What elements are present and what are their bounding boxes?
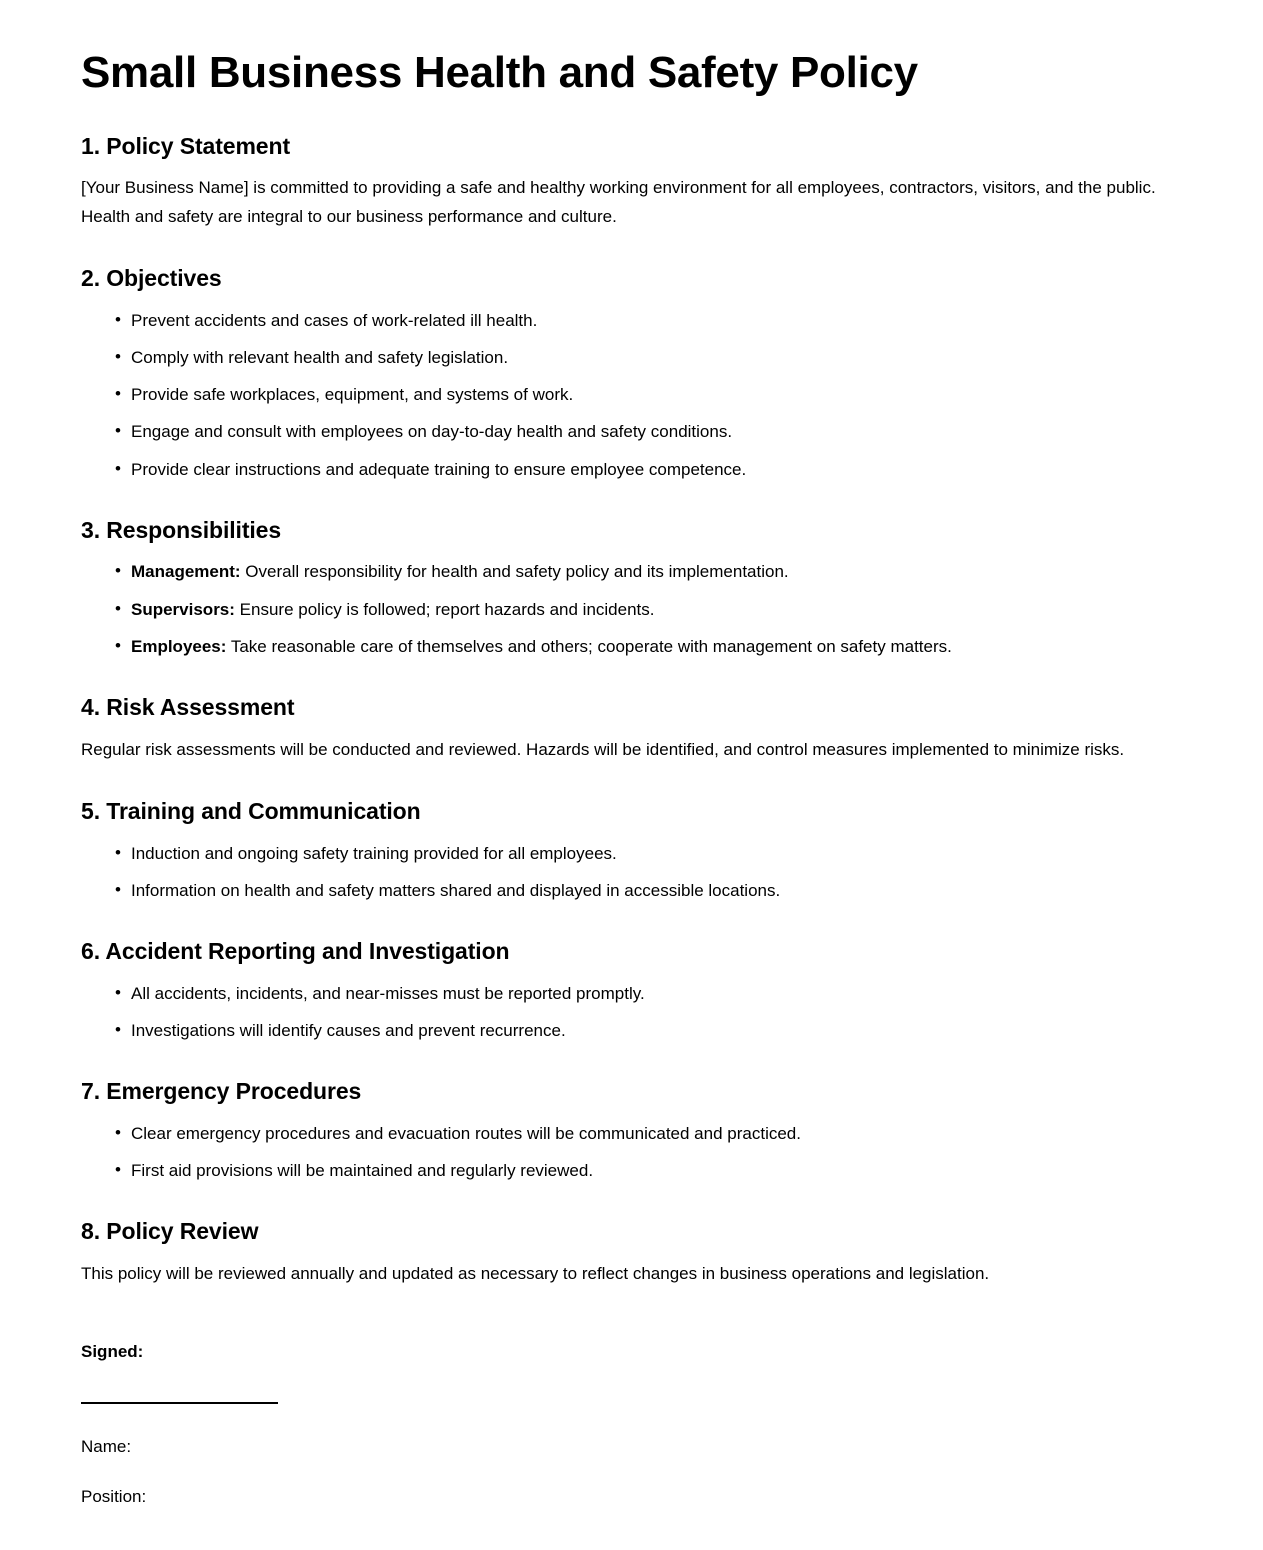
training-list [81,840,1181,904]
list-item: • Induction and ongoing safety training provided for all employees. [115,840,1181,867]
section-heading: 7. Emergency Procedures [81,1078,362,1105]
section-training-and-communication [81,798,1181,904]
signature-line [81,1402,278,1404]
section-heading: 2. Objectives [81,265,222,292]
emergency-procedures-list [81,1120,1181,1184]
list-item [115,633,1181,660]
signature-block [81,1338,1181,1510]
list-item: • Provide clear instructions and adequate training to ensure employee competence. [115,456,1181,483]
page-title: Small Business Health and Safety Policy [81,48,918,97]
list-item: • Engage and consult with employees on day-to-day health and safety conditions. [115,418,1181,445]
section-heading: 1. Policy Statement [81,132,291,159]
signed-label: Signed: [81,1342,144,1362]
section-paragraph: Regular risk assessments will be conducted and reviewed. Hazards will be identified, and control measures implemented to minimize risks. [81,739,1125,759]
section-policy-review [81,1218,1181,1288]
list-item-text: Ensure policy is followed; report hazards and incidents. [234,599,655,619]
list-item-text: Overall responsibility for health and safety policy and its implementation. [240,562,789,582]
section-paragraph: This policy will be reviewed annually and updated as necessary to reflect changes in business operations and legislation. [81,1263,990,1283]
list-item: • First aid provisions will be maintained and regularly reviewed. [115,1157,1181,1184]
list-item: • Information on health and safety matters shared and displayed in accessible locations. [115,877,1181,904]
position-field-label: Position: [81,1486,147,1506]
section-emergency-procedures [81,1078,1181,1184]
section-heading: 3. Responsibilities [81,516,282,543]
list-item-lead-in: Employees: [131,636,227,656]
section-objectives [81,265,1181,483]
list-item [115,596,1181,623]
section-heading: 8. Policy Review [81,1218,259,1245]
list-item-lead-in: Supervisors: [131,599,235,619]
list-item-text: Take reasonable care of themselves and others; cooperate with management on safety matters. [226,636,952,656]
section-policy-statement [81,133,1181,232]
objectives-list [81,307,1181,483]
name-field-label: Name: [81,1437,132,1457]
section-heading: 5. Training and Communication [81,798,421,825]
section-paragraph: [Your Business Name] is committed to providing a safe and healthy working environment for all employees, contractors, visitors, and the public. Health and safety are integral to our business performance and culture. [81,178,1156,226]
section-heading: 6. Accident Reporting and Investigation [81,938,510,965]
responsibilities-list [81,558,1181,660]
list-item: • Provide safe workplaces, equipment, and systems of work. [115,381,1181,408]
list-item: • Clear emergency procedures and evacuation routes will be communicated and practiced. [115,1120,1181,1147]
list-item: • Prevent accidents and cases of work-related ill health. [115,307,1181,334]
section-responsibilities [81,517,1181,660]
section-risk-assessment [81,694,1181,764]
accident-reporting-list [81,980,1181,1044]
list-item: • Investigations will identify causes and prevent recurrence. [115,1017,1181,1044]
section-accident-reporting [81,938,1181,1044]
list-item [115,558,1181,585]
list-item-lead-in: Management: [131,562,241,582]
list-item: • Comply with relevant health and safety legislation. [115,344,1181,371]
list-item: • All accidents, incidents, and near-misses must be reported promptly. [115,980,1181,1007]
section-heading: 4. Risk Assessment [81,693,295,720]
